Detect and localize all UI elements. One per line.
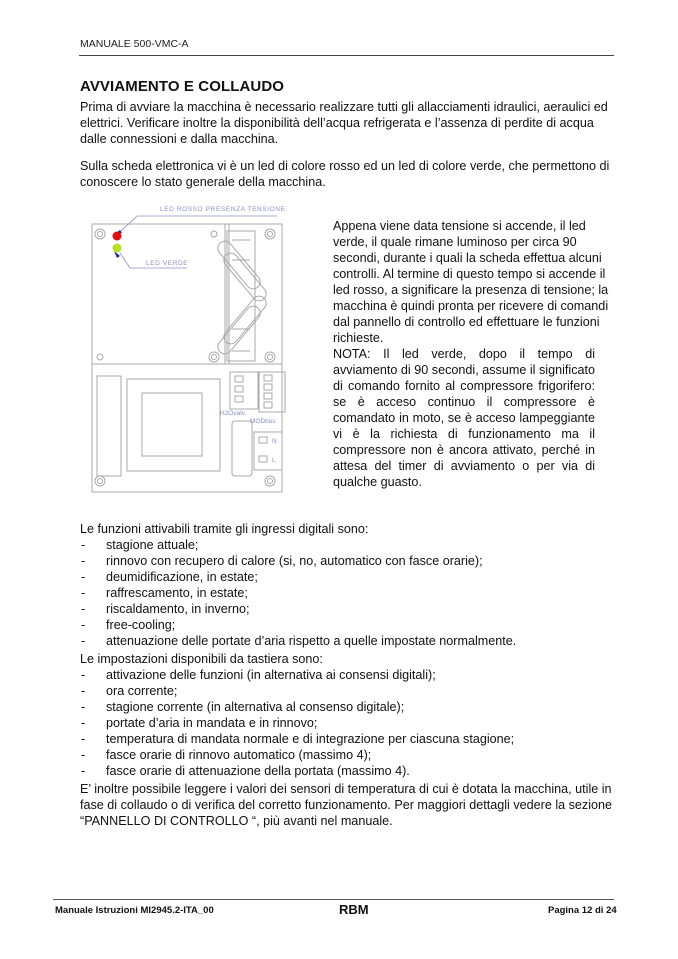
- list-item: - stagione attuale;: [81, 538, 199, 552]
- header-divider: [79, 55, 614, 56]
- label-led-green: LED VERDE: [146, 260, 189, 267]
- list-item: - ora corrente;: [81, 684, 178, 698]
- green-led: [113, 244, 122, 253]
- label-l: L: [272, 457, 276, 464]
- digital-inputs-intro: Le funzioni attivabili tramite gli ingressi digitali sono:: [80, 522, 369, 536]
- list-item: - fasce orarie di attenuazione della portata (massimo 4).: [81, 764, 410, 778]
- list-item: - deumidificazione, in estate;: [81, 570, 258, 584]
- intro-paragraph-2: Sulla scheda elettronica vi è un led di colore rosso ed un led di colore verde, che permettono di conoscere lo stato generale della macchina.: [80, 159, 610, 189]
- list-item: - temperatura di mandata normale e di integrazione per ciascuna stagione;: [81, 732, 515, 746]
- list-item: - portate d’aria in mandata e in rinnovo;: [81, 716, 318, 730]
- digital-inputs-list: [80, 537, 640, 649]
- intro-paragraph-1: Prima di avviare la macchina è necessario realizzare tutti gli allacciamenti idraulici, aeraulici ed elettrici. Verificare inoltre la disponibilità dell’acqua refrigerata e l’assenza di perdite di acqua dalle connessioni e dalla macchina.: [80, 100, 608, 146]
- closing-paragraph: E’ inoltre possibile leggere i valori dei sensori di temperatura di cui è dotata la macchina, utile in fase di collaudo o di verifica del corretto funzionamento. Per maggiori dettagli vedere la sezione “PANNELLO DI CONTROLLO “, più avanti nel manuale.: [80, 782, 613, 828]
- list-item: - attenuazione delle portate d’aria rispetto a quelle impostate normalmente.: [81, 634, 517, 648]
- footer-divider: [53, 899, 614, 900]
- section-title: AVVIAMENTO E COLLAUDO: [80, 78, 285, 95]
- keyboard-settings-intro: Le impostazioni disponibili da tastiera sono:: [80, 652, 323, 666]
- list-item: - raffrescamento, in estate;: [81, 586, 248, 600]
- list-item: - fasce orarie di rinnovo automatico (massimo 4);: [81, 748, 372, 762]
- footer-document-id: Manuale Istruzioni MI2945.2-ITA_00: [55, 905, 214, 916]
- label-h2o-valve: H2Ovalv.: [220, 410, 247, 417]
- red-led: [113, 232, 122, 241]
- label-led-red: LED ROSSO PRESENZA TENSIONE: [160, 206, 286, 213]
- page-header: MANUALE 500-VMC-A: [80, 38, 189, 50]
- footer-page-number: Pagina 12 di 24: [548, 905, 617, 916]
- label-n: N: [272, 438, 277, 445]
- startup-paragraph: Appena viene data tensione si accende, il led verde, il quale rimane luminoso per circa 90 secondi, durante i quali la scheda effettua alcuni controlli. Al termine di questo tempo si accende il led rosso, a significare la presenza di tensione; la macchina è quindi pronta per ricevere di comandi dal pannello di controllo ed effettuare le funzioni richieste.: [333, 219, 609, 345]
- list-item: - free-cooling;: [81, 618, 176, 632]
- label-modbus: MODbus: [250, 418, 276, 425]
- keyboard-settings-section: [80, 651, 640, 779]
- list-item: - rinnovo con recupero di calore (si, no, automatico con fasce orarie);: [81, 554, 483, 568]
- note-paragraph: NOTA: Il led verde, dopo il tempo di avviamento di 90 secondi, assume il significato di comando fornito al compressore frigorifero: se è acceso continuo il compressore è comandato in moto, se è acceso lampeggiante vi è la richiesta di funzionamento ma il compressore non è ancora attivato, perché in attesa del timer di avviamento o per via di qualche guasto.: [333, 347, 595, 489]
- list-item: - stagione corrente (in alternativa al consenso digitale);: [81, 700, 405, 714]
- footer-brand: RBM: [339, 902, 369, 917]
- digital-inputs-section: [80, 521, 640, 649]
- keyboard-settings-list: [80, 667, 640, 779]
- circuit-board-diagram: [82, 196, 297, 496]
- list-item: - riscaldamento, in inverno;: [81, 602, 250, 616]
- list-item: - attivazione delle funzioni (in alternativa ai consensi digitali);: [81, 668, 436, 682]
